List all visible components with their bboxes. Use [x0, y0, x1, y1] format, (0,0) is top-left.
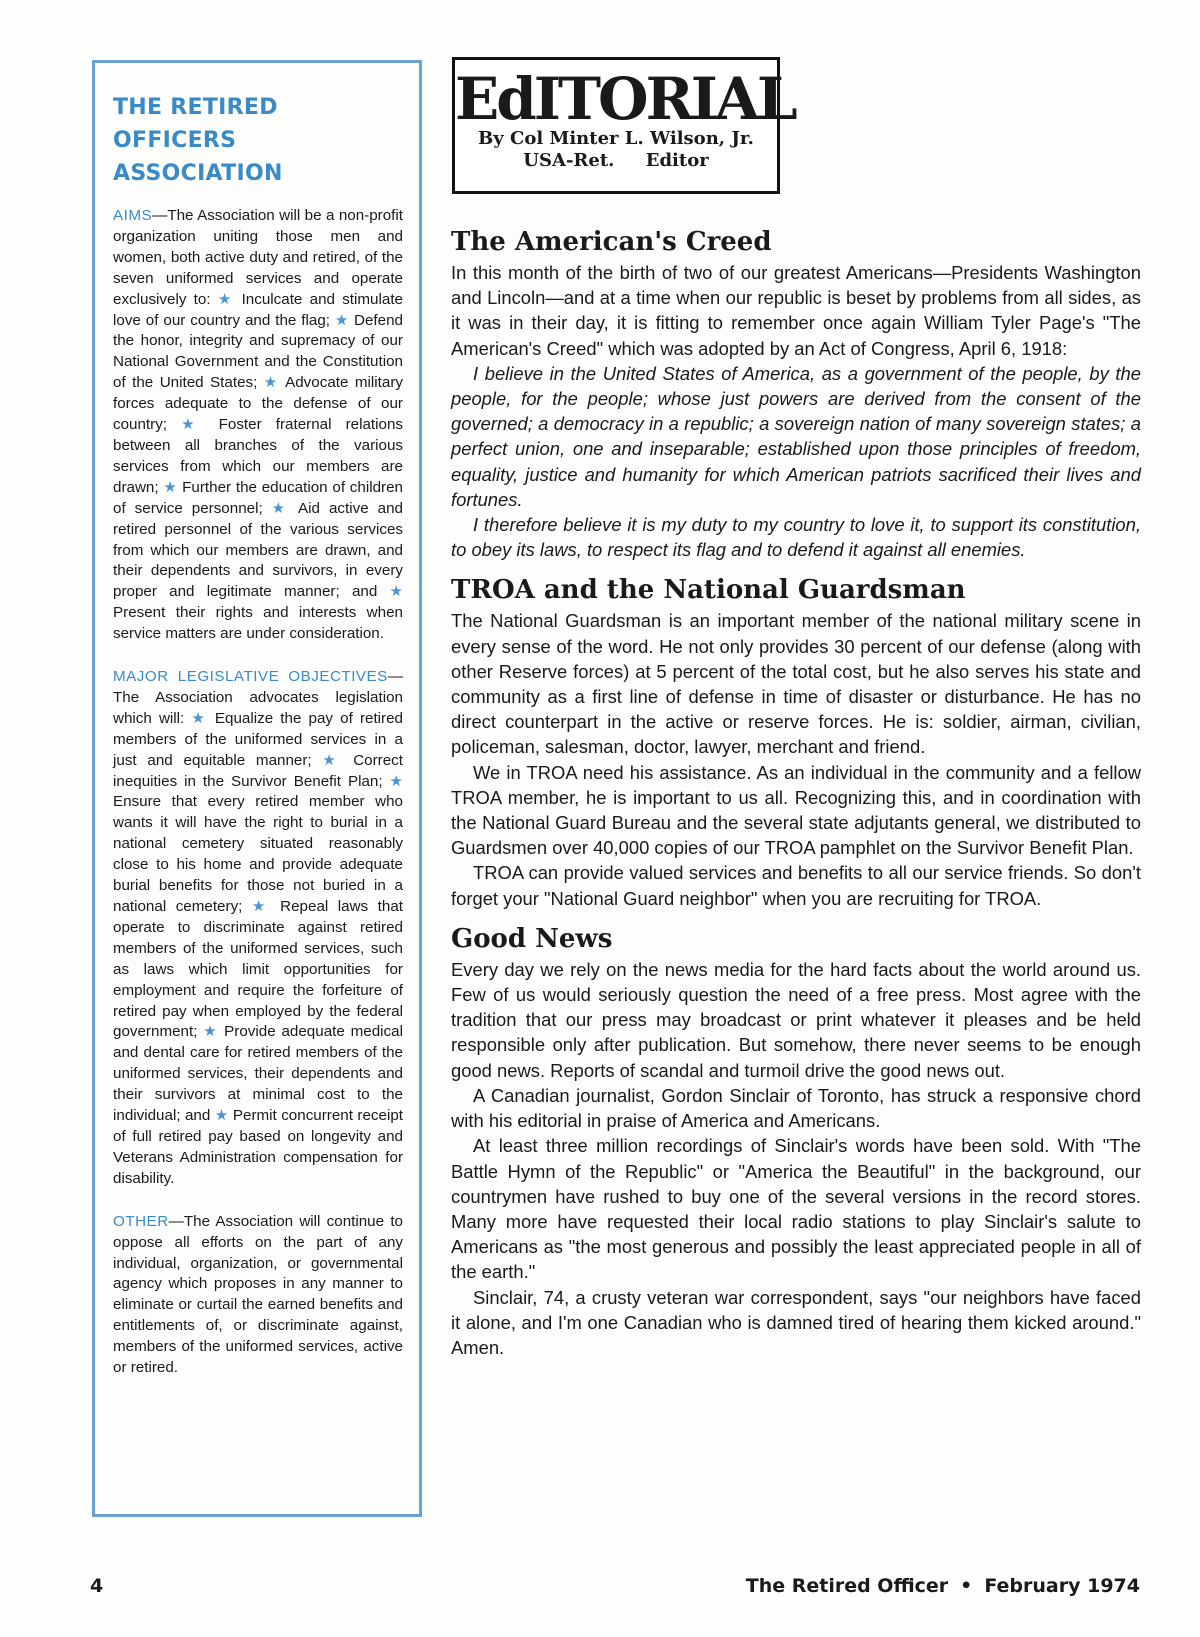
- article-paragraph: Every day we rely on the news media for the hard facts about the world around us. Few of us would seriously question the need of a free press. Most agree with the tradition that our press may broadcast or print whatever it pleases and be held responsible only after publication. But somehow, there never seems to be enough good news. Reports of scandal and turmoil drive the good news out.: [451, 958, 1141, 1081]
- article-heading: The American's Creed: [451, 227, 772, 257]
- star-icon: ★: [217, 290, 235, 308]
- page-number: 4: [90, 1575, 104, 1597]
- star-icon: ★: [203, 1023, 219, 1041]
- legislative-item: Permit concurrent receipt of full retired pay based on longevity and Veterans Administration compensation for disability.: [113, 1107, 403, 1187]
- star-icon: ★: [263, 374, 280, 392]
- aims-item: Inculcate and stimulate love of our country and the flag;: [113, 290, 403, 329]
- sidebar-title-line2: ASSOCIATION: [113, 161, 283, 186]
- legislative-item: Ensure that every retired member who wants it will have the right to burial in a national cemetery situated reasonably close to his home and provide adequate burial benefits for those not buried in a national cemetery;: [113, 793, 403, 915]
- sidebar-title: [113, 91, 403, 190]
- star-icon: ★: [251, 898, 271, 915]
- page-footer: [746, 1575, 1140, 1597]
- aims-item: Advocate military forces adequate to the defense of our country;: [113, 374, 403, 434]
- creed-quote-paragraph: I therefore believe it is my duty to my country to love it, to support its constitution, to obey its laws, to respect its flag and to defend it against all enemies.: [451, 514, 1141, 561]
- article-heading: Good News: [451, 923, 613, 954]
- aims-item: Defend the honor, integrity and supremacy of our National Government and the Constitution of the United States;: [113, 311, 403, 392]
- editor-rank: USA-Ret.: [523, 150, 615, 171]
- publication-name: The Retired Officer: [745, 1575, 949, 1597]
- editorial-rank-role: [455, 150, 777, 172]
- article-paragraph: TROA can provide valued services and benefits to all our service friends. So don't forget your "National Guard neighbor" when you are recruiting for TROA.: [451, 862, 1141, 909]
- aims-intro: —The Association will be a non-profit organization uniting those men and women, both active duty and retired, of the seven uniformed services and operate exclusively to:: [113, 207, 403, 308]
- star-icon: ★: [389, 583, 403, 601]
- sidebar-title-line1: THE RETIRED OFFICERS: [113, 95, 278, 153]
- legislative-item: Equalize the pay of retired members of the uniformed services in a just and equitable manner;: [113, 709, 403, 769]
- star-icon: ★: [214, 1107, 229, 1125]
- aims-item: Further the education of children of service personnel;: [113, 478, 403, 517]
- publication-date: February 1974: [984, 1575, 1140, 1597]
- star-icon: ★: [163, 478, 178, 496]
- legislative-item: Provide adequate medical and dental care for retired members of the uniformed services, their dependents and their survivors at minimal cost to the individual; and: [113, 1023, 403, 1125]
- editorial-byline: By Col Minter L. Wilson, Jr.: [478, 128, 754, 149]
- aims-item: Aid active and retired personnel of the various services from which our members are drawn, and their dependents and survivors, in every proper and legitimate manner; and: [113, 499, 403, 601]
- legislative-label: MAJOR LEGISLATIVE OBJECTIVES: [113, 668, 388, 686]
- editor-role: Editor: [645, 150, 709, 171]
- other-label: OTHER: [113, 1212, 169, 1230]
- creed-quote-paragraph: I believe in the United States of America, as a government of the people, by the people, for the people; whose just powers are derived from the consent of the governed; a democracy in a republic; a sovereign nation of many sovereign states; a perfect union, one and inseparable; established upon those principles of freedom, equality, justice and humanity for which American patriots sacrificed their lives and fortunes.: [451, 362, 1141, 510]
- legislative-paragraph: [113, 667, 403, 1190]
- star-icon: ★: [181, 416, 205, 434]
- article-paragraph: The National Guardsman is an important member of the national military scene in every sense of the word. He not only provides 30 percent of our defense (along with other Reserve forces) at 5 percent of the total cost, but he also serves his state and community as a first line of defense in time of disaster or disturbance. He has no direct counterpart in the active or reserve forces. He is: soldier, airman, civilian, policeman, salesman, doctor, lawyer, merchant and friend.: [451, 610, 1141, 758]
- editorial-title: EdITORIAL: [455, 65, 795, 133]
- footer-separator: •: [960, 1575, 973, 1597]
- article-heading: TROA and the National Guardsman: [451, 575, 966, 606]
- article-paragraph: In this month of the birth of two of our greatest Americans—Presidents Washington and Lincoln—and at a time when our republic is beset by problems from all sides, as it was in their day, it is fitting to remember once again William Tyler Page's "The American's Creed" which was adopted by an Act of Congress, April 6, 1918:: [451, 262, 1141, 359]
- article-paragraph: Sinclair, 74, a crusty veteran war correspondent, says "our neighbors have faced it alone, and I'm one Canadian who is damned tired of hearing them kicked around." Amen.: [451, 1286, 1141, 1358]
- star-icon: ★: [334, 311, 350, 329]
- article-paragraph: A Canadian journalist, Gordon Sinclair of Toronto, has struck a responsive chord with his editorial in praise of America and Americans.: [451, 1084, 1141, 1132]
- aims-item: Foster fraternal relations between all branches of the various services from which our members are drawn;: [113, 416, 403, 496]
- star-icon: ★: [191, 709, 208, 727]
- article-paragraph: We in TROA need his assistance. As an individual in the community and a fellow TROA member, he is important to us all. Recognizing this, and in coordination with the National Guard Bureau and the several state adjutants general, we distributed to Guardsmen over 40,000 copies of our TROA pamphlet on the Survivor Benefit Plan.: [451, 761, 1141, 859]
- legislative-intro: — The Association advocates legislation which will:: [113, 668, 403, 727]
- legislative-item: Repeal laws that operate to discriminate against retired members of the uniformed services, such as laws which limit opportunities for employment and require the forfeiture of retired pay when employed by the federal government;: [113, 898, 403, 1041]
- other-text: —The Association will continue to oppose all efforts on the part of any individual, organization, or governmental agency which proposes in any manner to eliminate or curtail the earned benefits and entitlements of, or discriminate against, members of the uniformed services, active or retired.: [113, 1212, 403, 1377]
- aims-item: Present their rights and interests when service matters are under consideration.: [113, 604, 403, 643]
- editorial-body: [451, 224, 1141, 1360]
- star-icon: ★: [322, 751, 343, 769]
- article-paragraph: At least three million recordings of Sinclair's words have been sold. With "The Battle Hymn of the Republic" or "America the Beautiful" in the background, our countrymen have rushed to buy one of the several versions in the record stores. Many more have requested their local radio stations to play Sinclair's salute to Americans as "the most generous and possibly the least appreciated people in all of the earth.": [451, 1135, 1141, 1283]
- aims-label: AIMS: [113, 207, 153, 224]
- association-sidebar: [92, 60, 422, 1517]
- star-icon: ★: [389, 772, 403, 790]
- creed-quote: [451, 361, 1141, 563]
- aims-paragraph: [113, 206, 403, 645]
- editorial-masthead: [452, 57, 795, 194]
- other-paragraph: [113, 1212, 403, 1379]
- star-icon: ★: [271, 499, 290, 517]
- legislative-item: Correct inequities in the Survivor Benefit Plan;: [113, 751, 403, 790]
